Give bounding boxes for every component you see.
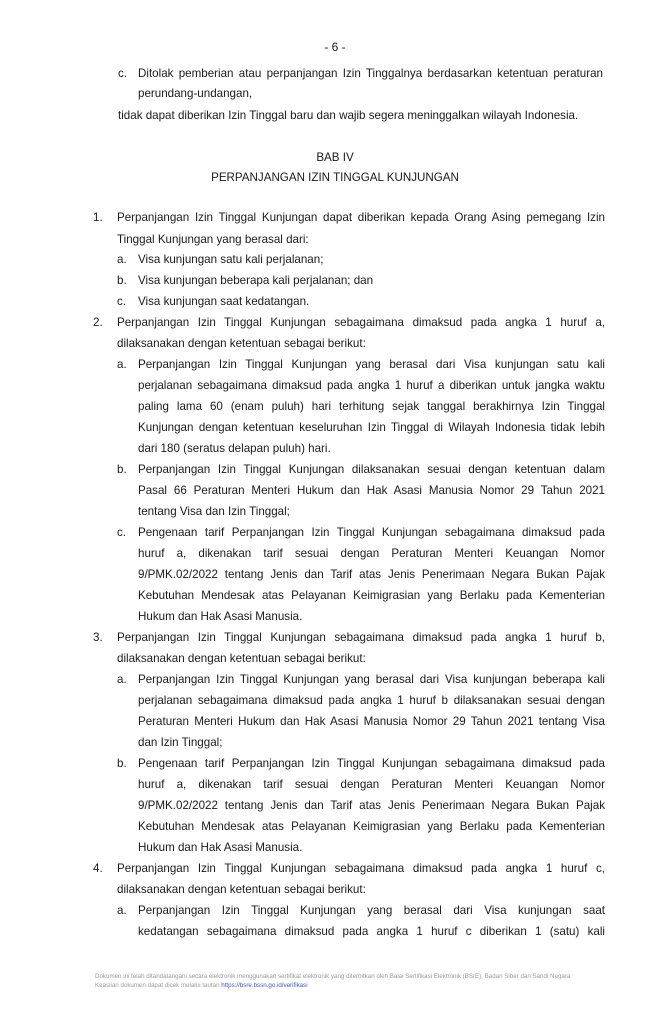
item-3a-line: dan Izin Tinggal; (138, 736, 223, 749)
item-1-sub-marker: c. (117, 295, 127, 308)
intro-c-line: perundang-undangan, (138, 87, 253, 100)
item-2c-line: Pengenaan tarif Perpanjangan Izin Tinggal Kunjungan sebagaimana dimaksud pada (138, 526, 605, 539)
intro-closing-text: tidak dapat diberikan Izin Tinggal baru dan wajib segera meninggalkan wilayah Indonesia. (118, 109, 579, 122)
item-2c-line: Hukum dan Hak Asasi Manusia. (138, 610, 303, 623)
item-1-marker: 1. (93, 211, 103, 224)
item-2a-line: Kunjungan dengan ketentuan keseluruhan Izin Tinggal di Wilayah Indonesia tidak lebih (138, 421, 605, 434)
item-2a-marker: a. (117, 358, 127, 371)
item-3b-line: 9/PMK.02/2022 tentang Jenis dan Tarif atas Jenis Penerimaan Negara Bukan Pajak (138, 799, 605, 812)
item-1-line: Perpanjangan Izin Tinggal Kunjungan dapat diberikan kepada Orang Asing pemegang Izin (117, 211, 605, 224)
item-2-marker: 2. (93, 316, 103, 329)
item-4-line: dilaksanakan dengan ketentuan sebagai berikut: (117, 883, 366, 896)
item-2-line: dilaksanakan dengan ketentuan sebagai berikut: (117, 337, 366, 350)
item-3b-line: Hukum dan Hak Asasi Manusia. (138, 841, 303, 854)
item-3b-line: huruf a, dikenakan tarif sesuai dengan Peraturan Menteri Keuangan Nomor (138, 778, 605, 791)
item-3-line: dilaksanakan dengan ketentuan sebagai berikut: (117, 652, 366, 665)
chapter-label: BAB IV (316, 151, 354, 164)
item-2b-line: Pasal 66 Peraturan Menteri Hukum dan Hak Asasi Manusia Nomor 29 Tahun 2021 (138, 484, 605, 497)
item-1-line: Tinggal Kunjungan yang berasal dari: (117, 233, 309, 246)
item-2a-line: perjalanan sebagaimana dimaksud pada angka 1 huruf a diberikan untuk jangka waktu (138, 379, 605, 392)
item-3a-line: perjalanan sebagaimana dimaksud pada angka 1 huruf b dilaksanakan sesuai dengan (138, 694, 605, 707)
footer-verification (95, 981, 635, 990)
item-3a-line: Peraturan Menteri Hukum dan Hak Asasi Manusia Nomor 29 Tahun 2021 tentang Visa (138, 715, 605, 728)
item-1-sub-text: Visa kunjungan beberapa kali perjalanan; dan (138, 274, 374, 287)
item-2c-line: Kebutuhan Mendesak atas Pelayanan Keimigrasian yang Berlaku pada Kementerian (138, 589, 605, 602)
item-2a-line: Perpanjangan Izin Tinggal Kunjungan yang berasal dari Visa kunjungan satu kali (138, 358, 605, 371)
page-number: - 6 - (324, 40, 346, 54)
item-2c-line: huruf a, dikenakan tarif sesuai dengan Peraturan Menteri Keuangan Nomor (138, 547, 605, 560)
intro-c-line: Ditolak pemberian atau perpanjangan Izin Tinggalnya berdasarkan ketentuan peraturan (138, 67, 603, 80)
chapter-title: PERPANJANGAN IZIN TINGGAL KUNJUNGAN (211, 171, 459, 184)
item-1-sub-text: Visa kunjungan saat kedatangan. (138, 295, 310, 308)
item-4-marker: 4. (93, 862, 103, 875)
item-4a-line: kedatangan sebagaimana dimaksud pada angka 1 huruf c diberikan 1 (satu) kali (138, 925, 605, 938)
item-2c-marker: c. (117, 526, 127, 539)
item-2b-line: tentang Visa dan Izin Tinggal; (138, 505, 290, 518)
item-2c-line: 9/PMK.02/2022 tentang Jenis dan Tarif atas Jenis Penerimaan Negara Bukan Pajak (138, 568, 605, 581)
item-2-line: Perpanjangan Izin Tinggal Kunjungan sebagaimana dimaksud pada angka 1 huruf a, (117, 316, 605, 329)
intro-c-marker: c. (118, 67, 128, 80)
item-2b-line: Perpanjangan Izin Tinggal Kunjungan dilaksanakan sesuai dengan ketentuan dalam (138, 463, 605, 476)
item-3-line: Perpanjangan Izin Tinggal Kunjungan sebagaimana dimaksud pada angka 1 huruf b, (117, 631, 605, 644)
item-4a-line: Perpanjangan Izin Tinggal Kunjungan yang berasal dari Visa kunjungan saat (138, 904, 605, 917)
item-2a-line: dari 180 (seratus delapan puluh) hari. (138, 442, 331, 455)
item-2b-marker: b. (117, 463, 127, 476)
verification-link[interactable]: https://bsre.bssn.go.id/verifikasi (221, 982, 308, 989)
item-3a-line: Perpanjangan Izin Tinggal Kunjungan yang berasal dari Visa kunjungan beberapa kali (138, 673, 605, 686)
footer-signature-notice: Dokumen ini telah ditandatangani secara elektronik menggunakan sertifikat elektronik yang diterbitkan oleh Balai Sertifikasi Elektronik (BSrE), Badan Siber dan Sandi Negara (95, 973, 571, 980)
item-3-marker: 3. (93, 631, 103, 644)
item-3a-marker: a. (117, 673, 127, 686)
item-3b-marker: b. (117, 757, 127, 770)
item-1-sub-text: Visa kunjungan satu kali perjalanan; (138, 253, 324, 266)
item-1-sub-marker: a. (117, 253, 127, 266)
item-2a-line: paling lama 60 (enam puluh) hari terhitung sejak tanggal berakhirnya Izin Tinggal (138, 400, 605, 413)
item-4-line: Perpanjangan Izin Tinggal Kunjungan sebagaimana dimaksud pada angka 1 huruf c, (117, 862, 605, 875)
item-3b-line: Kebutuhan Mendesak atas Pelayanan Keimigrasian yang Berlaku pada Kementerian (138, 820, 605, 833)
item-3b-line: Pengenaan tarif Perpanjangan Izin Tinggal Kunjungan sebagaimana dimaksud pada (138, 757, 605, 770)
footer-verification-text: Keaslian dokumen dapat dicek melalui tautan (95, 982, 220, 989)
item-1-sub-marker: b. (117, 274, 127, 287)
item-4a-marker: a. (117, 904, 127, 917)
